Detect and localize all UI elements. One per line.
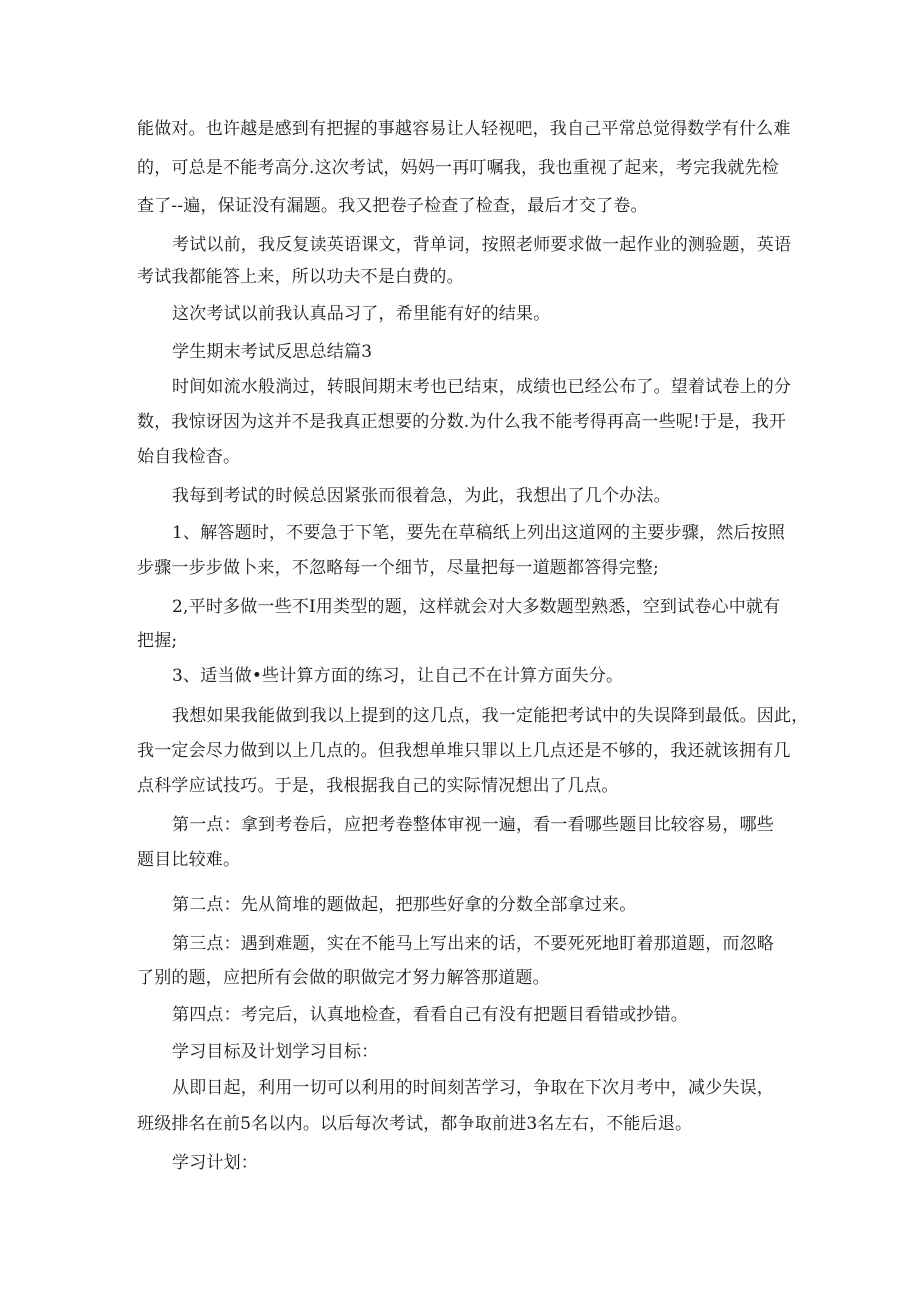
text-line: 这次考试以前我认真品习了，希里能有好的结果。 <box>172 304 551 324</box>
text-line: 了别的题，应把所有会做的职做完才努力解答那道题。 <box>137 968 550 988</box>
text-line: 步骤一步步做卜来，不忽略每一个细节，尽量把每一道题都答得完整; <box>137 558 659 578</box>
text-line: 数，我惊讶因为这并不是我真正想要的分数.为什么我不能考得再高一些呢!于是，我开 <box>137 412 787 432</box>
text-line: 从即日起，利用一切可以利用的时间刻苦学习，争取在下次月考中，减少失误， <box>172 1078 774 1098</box>
text-line: 我一定会尽力做到以上几点的。但我想单堆只罪以上几点还是不够的，我还就该拥有几 <box>137 741 791 761</box>
text-line: 班级排名在前5名以内。以后每次考试，都争取前进3名左右，不能后退。 <box>137 1114 693 1134</box>
section-heading: 学习目标及计划学习目标： <box>172 1042 379 1062</box>
section-heading: 学生期末考试反思总结篇3 <box>172 342 373 362</box>
text-line: 考试我都能答上来，所以功夫不是白费的。 <box>137 267 464 287</box>
text-line: 把握; <box>137 631 178 651</box>
text-line: 考试以前，我反复读英语课文，背单词，按照老师要求做一起作业的测验题，英语 <box>172 235 792 255</box>
list-item: 第一点：拿到考卷后，应把考卷整体审视一遍，看一看哪些题目比较容易，哪些 <box>172 815 774 835</box>
list-item: 2,平时多做一些不I用类型的题，这样就会对大多数题型熟悉，空到试卷心中就有 <box>172 597 781 617</box>
text-line: 我每到考试的时候总因紧张而很着急，为此，我想出了几个办法。 <box>172 486 671 506</box>
text-line: 时间如流水般淌过，转眼间期末考也已结束，成绩也已经公布了。望着试卷上的分 <box>172 377 792 397</box>
list-item: 第三点：遇到难题，实在不能马上写出来的话，不要死死地盯着那道题，而忽略 <box>172 934 774 954</box>
text-line: 始自我检杳。 <box>137 447 241 467</box>
text-line: 查了--遍，保证没有漏题。我又把卷子检查了检查，最后才交了卷。 <box>137 196 648 216</box>
text-line: 点科学应试技巧。于是，我根据我自己的实际情况想出了几点。 <box>137 776 619 796</box>
list-item: 第二点：先从简堆的题做起，把那些好拿的分数全部拿过来。 <box>172 895 637 915</box>
section-heading: 学习计划： <box>172 1153 258 1173</box>
list-item: 3、适当做•些计算方面的练习，让自己不在计算方面失分。 <box>172 666 624 686</box>
text-line: 题目比较难。 <box>137 850 241 870</box>
text-line: 能做对。也许越是感到有把握的事越容易让人轻视吧，我自己平常总觉得数学有什么难 <box>137 119 791 139</box>
list-item: 第四点：考完后，认真地检查，看看自己有没有把题目看错或抄错。 <box>172 1005 688 1025</box>
list-item: 1、解答题时，不要急于下笔，要先在草稿纸上列出这道网的主要步骤，然后按照 <box>172 523 786 543</box>
text-line: 的，可总是不能考高分.这次考试，妈妈一再叮嘱我，我也重视了起来，考完我就先检 <box>137 158 780 178</box>
text-line: 我想如果我能做到我以上提到的这几点，我一定能把考试中的失误降到最低。因此， <box>172 706 809 726</box>
